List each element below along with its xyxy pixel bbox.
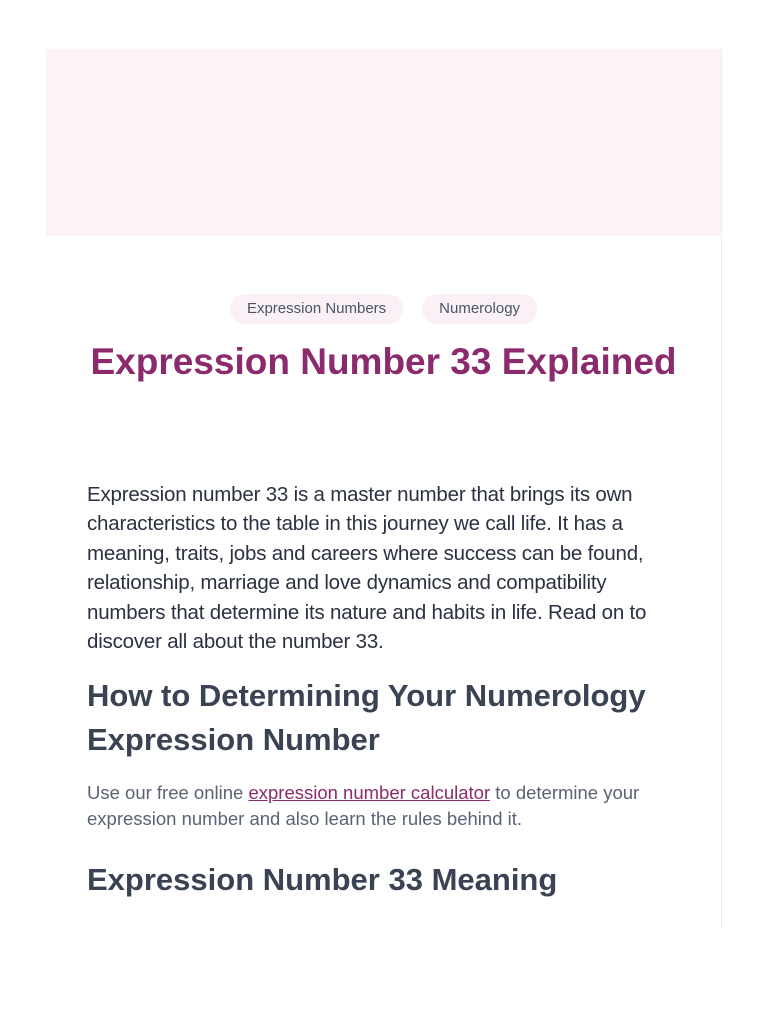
calculator-text-before: Use our free online (87, 782, 249, 804)
hero-banner (46, 49, 721, 236)
article-body (87, 480, 687, 902)
tag-list (46, 294, 721, 324)
calculator-paragraph (87, 780, 687, 832)
section-heading-meaning: Expression Number 33 Meaning (87, 862, 558, 898)
page-title: Expression Number 33 Explained (90, 341, 677, 382)
intro-paragraph: Expression number 33 is a master number that brings its own characteristics to the table in this journey we call life. It has a meaning, traits, jobs and careers where success can be found, relationship, marriage and love dynamics and compatibility numbers that determine its nature and habits in life. Read on to discover all about the number 33. (87, 483, 647, 654)
tag-numerology[interactable]: Numerology (422, 294, 537, 324)
tag-expression-numbers[interactable]: Expression Numbers (230, 294, 403, 324)
calculator-text-after: to determine your expression number and also learn the rules behind it. (87, 782, 640, 830)
expression-number-calculator-link[interactable]: expression number calculator (248, 782, 491, 804)
section-heading-how-to-determine: How to Determining Your Numerology Expression Number (87, 678, 646, 758)
article-card (46, 49, 721, 929)
